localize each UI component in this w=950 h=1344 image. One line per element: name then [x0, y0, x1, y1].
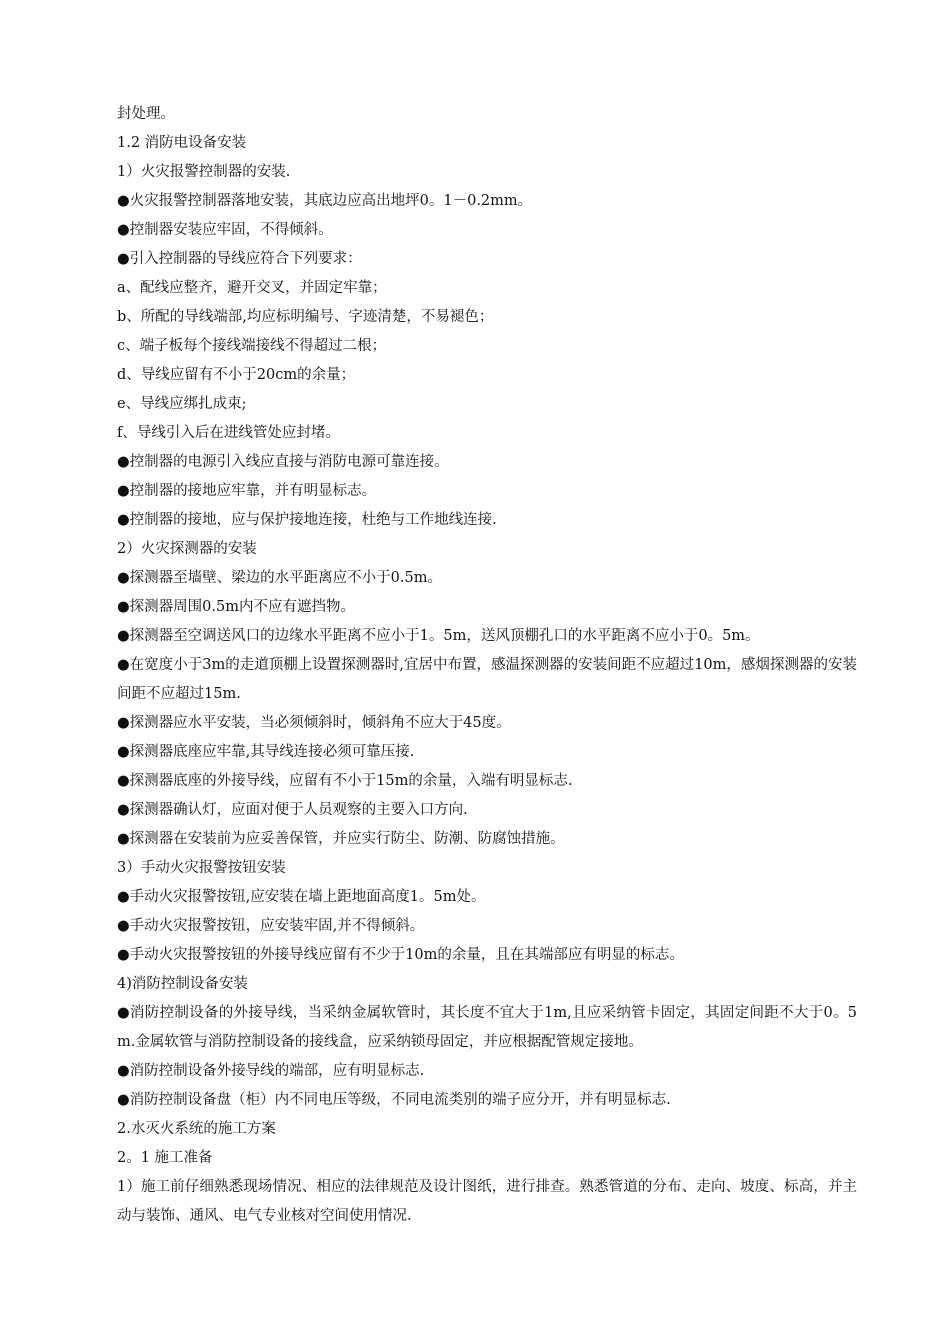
bullet-item: ●探测器至空调送风口的边缘水平距离不应小于1。5m，送风顶棚孔口的水平距离不应小于0。5m。 — [117, 628, 760, 644]
bullet-item: ●手动火灾报警按钮,应安装在墙上距地面高度1。5m处。 — [117, 889, 486, 905]
bullet-item: ●探测器确认灯，应面对便于人员观察的主要入口方向. — [117, 802, 468, 818]
list-item: f、导线引入后在进线管处应封堵。 — [117, 425, 340, 441]
list-item: d、导线应留有不小于20cm的余量； — [117, 367, 356, 383]
list-item: c、端子板每个接线端接线不得超过二根； — [117, 338, 387, 354]
bullet-item: ●消防控制设备盘（柜）内不同电压等级，不同电流类别的端子应分开，并有明显标志. — [117, 1092, 671, 1108]
bullet-item: ●探测器周围0.5m内不应有遮挡物。 — [117, 599, 355, 615]
section-heading: 2。1 施工准备 — [117, 1150, 213, 1166]
bullet-item: ●探测器底座应牢靠,其导线连接必须可靠压接. — [117, 744, 415, 760]
bullet-item: ●火灾报警控制器落地安装，其底边应高出地坪0。1－0.2mm。 — [117, 193, 533, 209]
bullet-item: ●控制器的接地，应与保护接地连接，杜绝与工作地线连接. — [117, 512, 497, 528]
subsection-heading: 1）火灾报警控制器的安装. — [117, 164, 291, 180]
paragraph: 封处理。 — [117, 106, 175, 122]
document-body — [117, 100, 857, 1231]
bullet-item: ●探测器底座的外接导线，应留有不小于15m的余量，入端有明显标志. — [117, 773, 573, 789]
bullet-item: ●消防控制设备的外接导线，当采纳金属软管时，其长度不宜大于1m,且应采纳管卡固定，其固定间距不大于0。5m.金属软管与消防控制设备的接线盒，应采纳锁母固定，并应根据配管规定接地。 — [117, 1005, 857, 1050]
bullet-item: ●在宽度小于3m的走道顶棚上设置探测器时,宜居中布置，感温探测器的安装间距不应超过10m，感烟探测器的安装间距不应超过15m. — [117, 657, 857, 702]
bullet-item: ●控制器的电源引入线应直接与消防电源可靠连接。 — [117, 454, 449, 470]
bullet-item: ●引入控制器的导线应符合下列要求： — [117, 251, 362, 267]
subsection-heading: 4)消防控制设备安装 — [117, 976, 248, 992]
list-item: b、所配的导线端部,均应标明编号、字迹清楚，不易褪色； — [117, 309, 494, 325]
section-heading: 1.2 消防电设备安装 — [117, 135, 247, 151]
bullet-item: ●控制器安装应牢固，不得倾斜。 — [117, 222, 333, 238]
bullet-item: ●消防控制设备外接导线的端部，应有明显标志. — [117, 1063, 425, 1079]
bullet-item: ●探测器在安装前为应妥善保管，并应实行防尘、防潮、防腐蚀措施。 — [117, 831, 565, 847]
list-item: e、导线应绑扎成束; — [117, 396, 247, 412]
subsection-heading: 3）手动火灾报警按钮安装 — [117, 860, 286, 876]
bullet-item: ●探测器至墙壁、梁边的水平距离应不小于0.5m。 — [117, 570, 442, 586]
bullet-item: ●手动火灾报警按钮的外接导线应留有不少于10m的余量，且在其端部应有明显的标志。 — [117, 947, 684, 963]
bullet-item: ●控制器的接地应牢靠，并有明显标志。 — [117, 483, 377, 499]
bullet-item: ●探测器应水平安装，当必须倾斜时，倾斜角不应大于45度。 — [117, 715, 511, 731]
bullet-item: ●手动火灾报警按钮，应安装牢固,并不得倾斜。 — [117, 918, 425, 934]
list-item: a、配线应整齐，避开交叉，并固定牢靠； — [117, 280, 387, 296]
paragraph: 1）施工前仔细熟悉现场情况、相应的法律规范及设计图纸，进行排查。熟悉管道的分布、走向、坡度、标高，并主动与装饰、通风、电气专业核对空间使用情况. — [117, 1179, 857, 1224]
section-heading: 2.水灭火系统的施工方案 — [117, 1121, 276, 1137]
subsection-heading: 2）火灾探测器的安装 — [117, 541, 257, 557]
